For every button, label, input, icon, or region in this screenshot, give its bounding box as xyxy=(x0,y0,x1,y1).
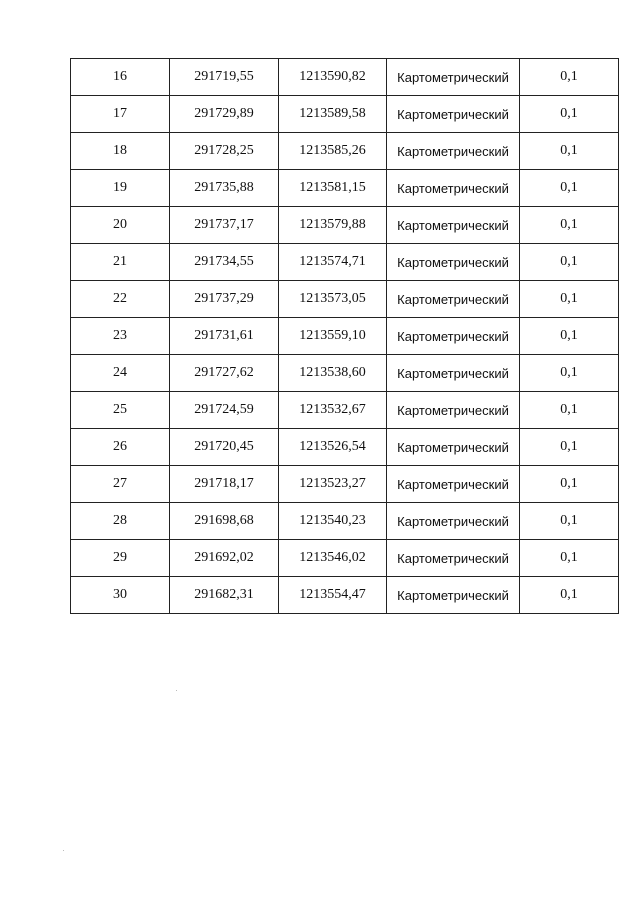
table-row xyxy=(71,355,619,392)
x-coordinate-cell: 291720,45 xyxy=(170,429,279,466)
method-cell: Картометрический xyxy=(387,96,520,133)
error-cell: 0,1 xyxy=(520,133,619,170)
y-coordinate-cell: 1213554,47 xyxy=(279,577,387,614)
x-coordinate-cell: 291728,25 xyxy=(170,133,279,170)
error-cell: 0,1 xyxy=(520,429,619,466)
table-row xyxy=(71,96,619,133)
y-coordinate-cell: 1213559,10 xyxy=(279,318,387,355)
x-coordinate-cell: 291692,02 xyxy=(170,540,279,577)
error-cell: 0,1 xyxy=(520,392,619,429)
error-cell: 0,1 xyxy=(520,244,619,281)
error-cell: 0,1 xyxy=(520,318,619,355)
table-body xyxy=(71,59,619,614)
x-coordinate-cell: 291735,88 xyxy=(170,170,279,207)
x-coordinate-cell: 291724,59 xyxy=(170,392,279,429)
point-number-cell: 16 xyxy=(71,59,170,96)
error-cell: 0,1 xyxy=(520,207,619,244)
point-number-cell: 24 xyxy=(71,355,170,392)
method-cell: Картометрический xyxy=(387,59,520,96)
y-coordinate-cell: 1213590,82 xyxy=(279,59,387,96)
x-coordinate-cell: 291719,55 xyxy=(170,59,279,96)
table-row xyxy=(71,170,619,207)
y-coordinate-cell: 1213581,15 xyxy=(279,170,387,207)
point-number-cell: 18 xyxy=(71,133,170,170)
coordinates-table xyxy=(70,58,619,614)
x-coordinate-cell: 291734,55 xyxy=(170,244,279,281)
table-row xyxy=(71,281,619,318)
table-row xyxy=(71,540,619,577)
point-number-cell: 19 xyxy=(71,170,170,207)
x-coordinate-cell: 291682,31 xyxy=(170,577,279,614)
method-cell: Картометрический xyxy=(387,318,520,355)
error-cell: 0,1 xyxy=(520,170,619,207)
y-coordinate-cell: 1213523,27 xyxy=(279,466,387,503)
error-cell: 0,1 xyxy=(520,577,619,614)
y-coordinate-cell: 1213573,05 xyxy=(279,281,387,318)
point-number-cell: 21 xyxy=(71,244,170,281)
table-row xyxy=(71,392,619,429)
error-cell: 0,1 xyxy=(520,59,619,96)
table-row xyxy=(71,466,619,503)
x-coordinate-cell: 291718,17 xyxy=(170,466,279,503)
table-row xyxy=(71,503,619,540)
method-cell: Картометрический xyxy=(387,503,520,540)
x-coordinate-cell: 291737,29 xyxy=(170,281,279,318)
error-cell: 0,1 xyxy=(520,355,619,392)
error-cell: 0,1 xyxy=(520,503,619,540)
table-row xyxy=(71,59,619,96)
error-cell: 0,1 xyxy=(520,281,619,318)
table-row xyxy=(71,318,619,355)
y-coordinate-cell: 1213579,88 xyxy=(279,207,387,244)
error-cell: 0,1 xyxy=(520,466,619,503)
x-coordinate-cell: 291727,62 xyxy=(170,355,279,392)
table-row xyxy=(71,577,619,614)
point-number-cell: 23 xyxy=(71,318,170,355)
y-coordinate-cell: 1213526,54 xyxy=(279,429,387,466)
error-cell: 0,1 xyxy=(520,96,619,133)
method-cell: Картометрический xyxy=(387,466,520,503)
point-number-cell: 20 xyxy=(71,207,170,244)
error-cell: 0,1 xyxy=(520,540,619,577)
y-coordinate-cell: 1213546,02 xyxy=(279,540,387,577)
method-cell: Картометрический xyxy=(387,540,520,577)
x-coordinate-cell: 291731,61 xyxy=(170,318,279,355)
y-coordinate-cell: 1213540,23 xyxy=(279,503,387,540)
scan-speck xyxy=(63,850,64,851)
method-cell: Картометрический xyxy=(387,133,520,170)
x-coordinate-cell: 291729,89 xyxy=(170,96,279,133)
table-row xyxy=(71,207,619,244)
point-number-cell: 26 xyxy=(71,429,170,466)
method-cell: Картометрический xyxy=(387,577,520,614)
point-number-cell: 22 xyxy=(71,281,170,318)
y-coordinate-cell: 1213532,67 xyxy=(279,392,387,429)
point-number-cell: 25 xyxy=(71,392,170,429)
method-cell: Картометрический xyxy=(387,281,520,318)
method-cell: Картометрический xyxy=(387,355,520,392)
y-coordinate-cell: 1213574,71 xyxy=(279,244,387,281)
table-row xyxy=(71,429,619,466)
y-coordinate-cell: 1213585,26 xyxy=(279,133,387,170)
method-cell: Картометрический xyxy=(387,170,520,207)
method-cell: Картометрический xyxy=(387,429,520,466)
point-number-cell: 30 xyxy=(71,577,170,614)
point-number-cell: 28 xyxy=(71,503,170,540)
table-row xyxy=(71,133,619,170)
y-coordinate-cell: 1213538,60 xyxy=(279,355,387,392)
method-cell: Картометрический xyxy=(387,244,520,281)
x-coordinate-cell: 291737,17 xyxy=(170,207,279,244)
point-number-cell: 27 xyxy=(71,466,170,503)
method-cell: Картометрический xyxy=(387,207,520,244)
point-number-cell: 17 xyxy=(71,96,170,133)
x-coordinate-cell: 291698,68 xyxy=(170,503,279,540)
point-number-cell: 29 xyxy=(71,540,170,577)
table-row xyxy=(71,244,619,281)
method-cell: Картометрический xyxy=(387,392,520,429)
y-coordinate-cell: 1213589,58 xyxy=(279,96,387,133)
scan-speck xyxy=(176,690,177,691)
